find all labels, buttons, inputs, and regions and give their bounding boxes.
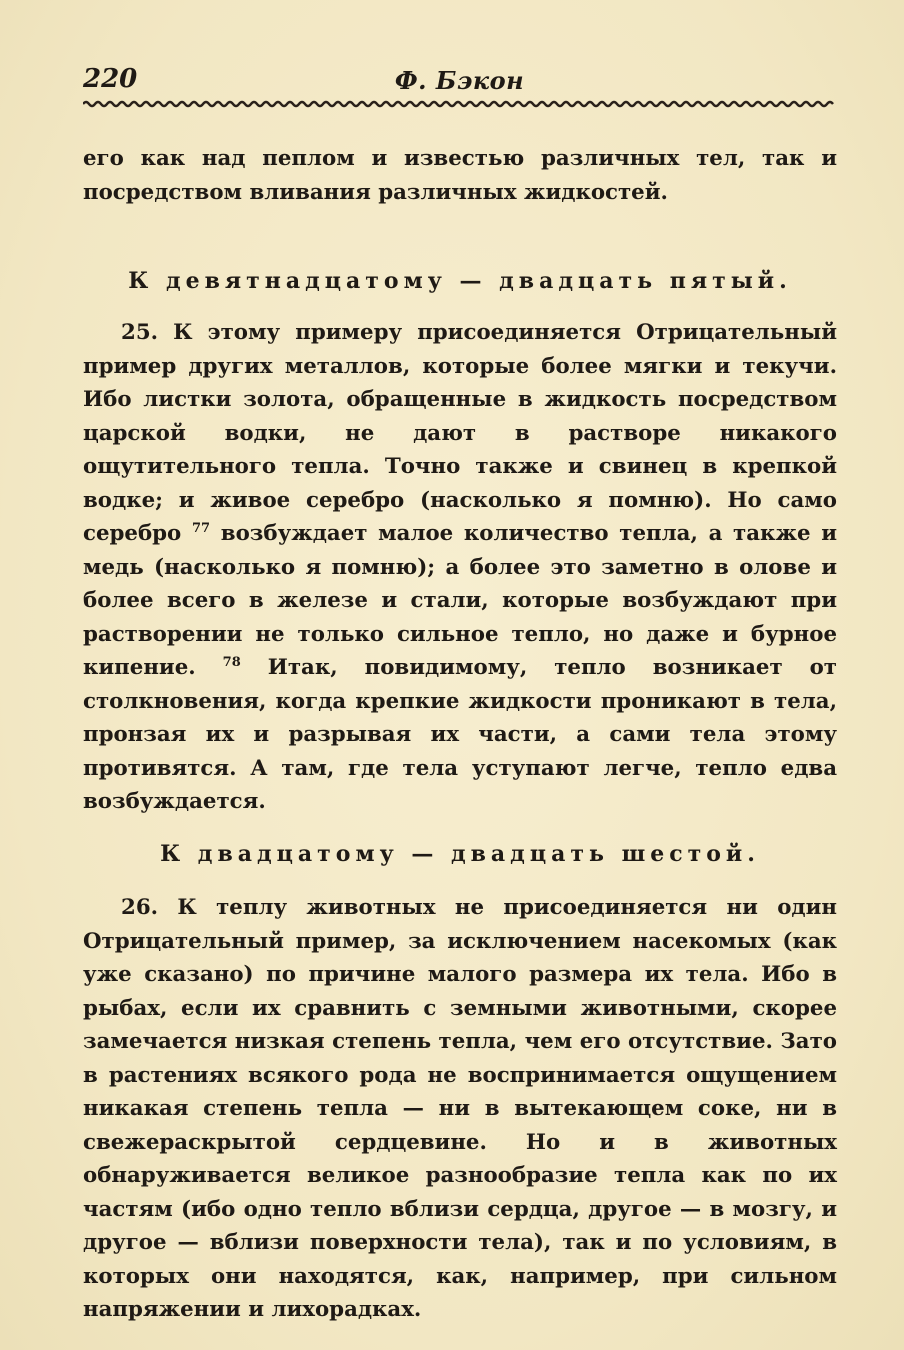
section-25-paragraph — [83, 316, 837, 819]
decorative-rule — [83, 99, 836, 109]
wavy-rule-graphic — [83, 99, 836, 109]
section-25-heading: К девятнадцатому — двадцать пятый. — [128, 268, 792, 294]
section-26-heading: К двадцатому — двадцать шестой. — [160, 841, 760, 867]
page-header — [83, 64, 836, 104]
section-25-text-part2: возбуждает малое количество тепла, а также и медь (насколько я помню); а более это заметно в олове и более всего в железе и стали, которые возбуждают при растворении не только сильное тепло, но даже и бурное кипение. — [83, 521, 837, 680]
footnote-ref-77: 77 — [191, 520, 211, 536]
page-number: 220 — [83, 64, 138, 94]
section-26-paragraph: 26. К теплу животных не присоединяется ни один Отрицательный пример, за исключением насекомых (как уже сказано) по причине малого размера их тела. Ибо в рыбах, если их сравнить с земными животными, скорее замечается низкая степень тепла, чем его отсутствие. Зато в растениях всякого рода не воспринимается ощущением никакая степень тепла — ни в вытекающем соке, ни в свежераскрытой сердцевине. Но и в животных обнаруживается великое разнообразие тепла как по их частям (ибо одно тепло вблизи сердца, другое — в мозгу, и другое — вблизи поверхности тела), так и по условиям, в которых они находятся, как, например, при сильном напряжении и лихорадках. — [83, 895, 837, 1322]
section-25-block — [83, 316, 837, 819]
intro-fragment: его как над пеплом и известью различных тел, так и посредством вливания различных жидкостей. — [83, 146, 837, 205]
section-26-block — [83, 891, 837, 1327]
footnote-ref-78: 78 — [222, 654, 241, 670]
section-25-text-part1: 25. К этому примеру присоединяется Отрицательный пример других металлов, которые более мягки и текучи. Ибо листки золота, обращенные в жидкость посредством царской водки, не дают в растворе никакого ощутительного тепла. Точно также и свинец в крепкой водке; и живое серебро (насколько я помню). Но само серебро — [83, 320, 837, 546]
running-title: Ф. Бэкон — [394, 66, 525, 95]
intro-fragment-block — [83, 142, 837, 209]
section-25-text-part3: Итак, повидимому, тепло возникает от столкновения, когда крепкие жидкости проникают в тела, пронзая их и разрывая их части, а сами тела этому противятся. А там, где тела уступают легче, тепло едва возбуждается. — [83, 655, 838, 814]
